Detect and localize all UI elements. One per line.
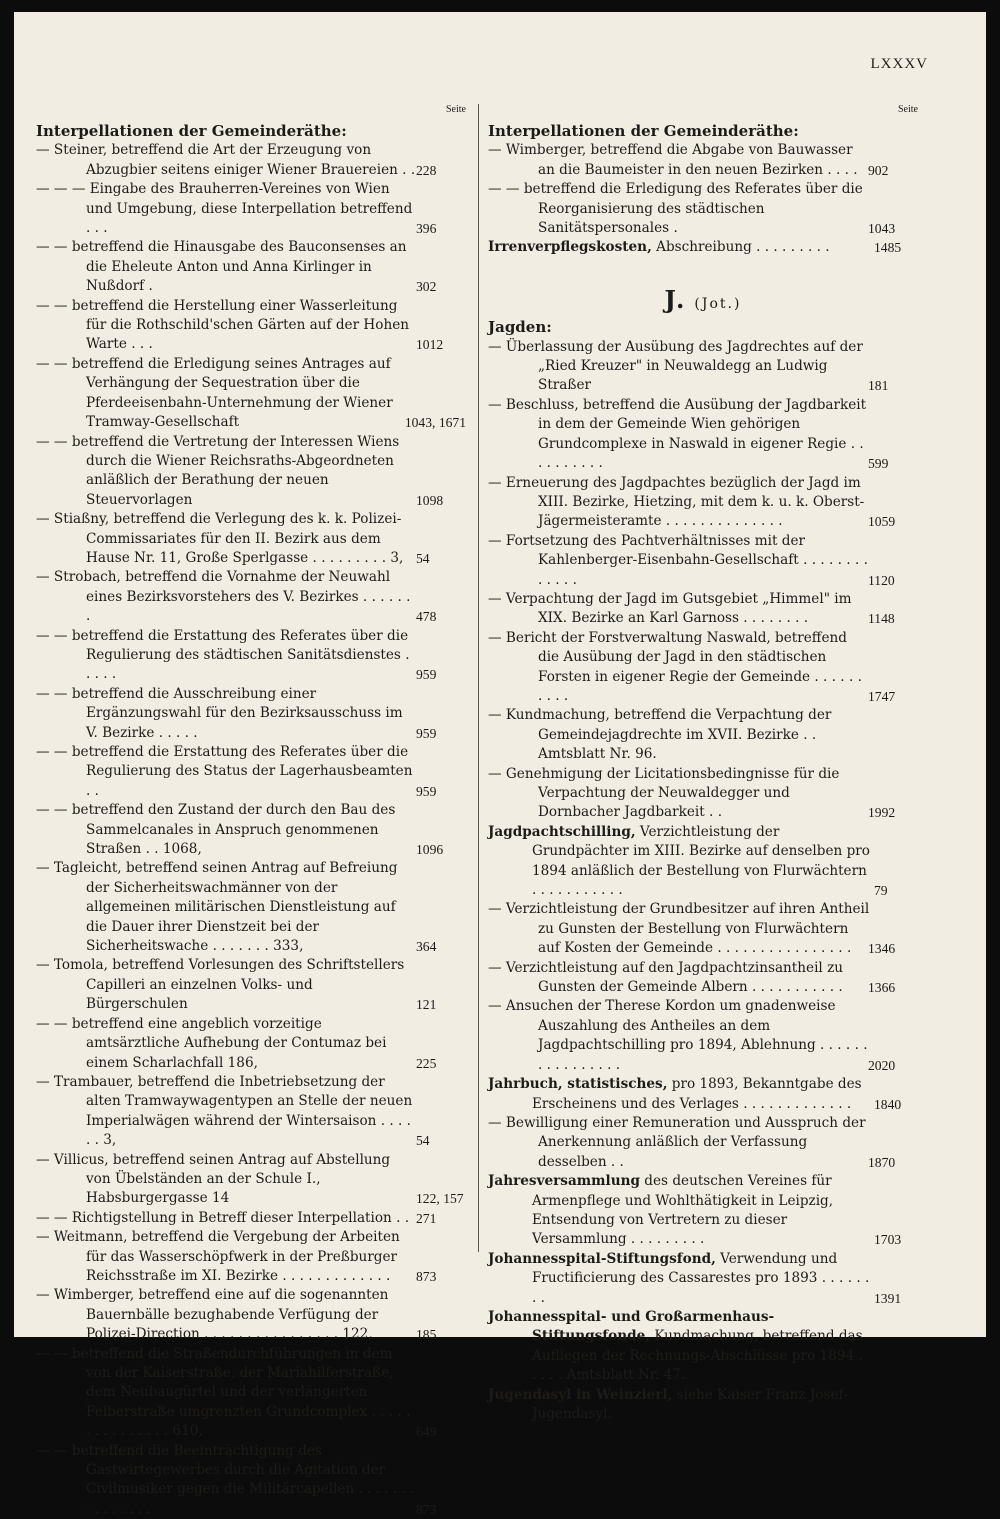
entry-text: — Weitmann, betreffend die Vergebung der Arbeiten für das Wasserschöpfwerk in der Preßburger Reichsstraße im XI. Bezirke . . . . . . . . . . . . . — [36, 1229, 400, 1284]
index-entry: — Verzichtleistung auf den Jagdpachtzinsantheil zu Gunsten der Gemeinde Albern . . . . . . . . . . . 1366 — [488, 959, 896, 996]
column-divider — [478, 104, 479, 1252]
index-entry: Johannesspital-Stiftungsfond, Verwendung und Fructificierung des Cassarestes pro 1893 . . . . . . . . 1391 — [488, 1250, 902, 1306]
index-entry: — — Richtigstellung in Betreff dieser Interpellation . . 271 — [36, 1209, 437, 1226]
index-entry: Irrenverpflegskosten, Abschreibung . . . . . . . . . 1485 — [488, 239, 902, 256]
entry-text: — Erneuerung des Jagdpachtes bezüglich der Jagd im XIII. Bezirke, Hietzing, mit dem k. u. k. Oberst-Jägermeisteramte . . . . . . . . . . . . . . — [488, 474, 865, 530]
index-entry: — — betreffend die Hinausgabe des Bauconsenses an die Eheleute Anton und Anna Kirlinger in Nußdorf . 302 — [36, 239, 437, 295]
index-entry: — Steiner, betreffend die Art der Erzeugung von Abzugbier seitens einiger Wiener Brauereien . . 228 — [36, 142, 437, 178]
seite-label: Seite — [898, 104, 918, 115]
index-entry: — — betreffend die Beeinträchtigung des Gastwirtegewerbes durch die Agitation der Civilmusiker gegen die Militärcapellen . . . . . . . . . . . . . . . 873 — [36, 1442, 437, 1517]
entry-text: — — betreffend die Straßendurchführungen in dem von der Kaiserstraße, der Mariahilferstraße, dem Neubaugürtel und der verlängerten Felberstraße umgrenzten Grundcomplex . . . . . . . . . . . . . . . 610, — [36, 1345, 411, 1440]
entry-text: — Verzichtleistung auf den Jagdpachtzinsantheil zu Gunsten der Gemeinde Albern . . . . . . . . . . . — [488, 959, 844, 996]
index-entry: — — betreffend die Straßendurchführungen in dem von der Kaiserstraße, der Mariahilferstraße, dem Neubaugürtel und der verlängerten Felberstraße umgrenzten Grundcomplex . . . . . . . . . . . . . . . 610, 649 — [36, 1345, 437, 1440]
index-entry: — — betreffend die Erstattung des Referates über die Regulierung des Status der Lagerhausbeamten . . 959 — [36, 744, 437, 799]
entry-text: — Bewilligung einer Remuneration und Ausspruch der Anerkennung anläßlich der Verfassung desselben . . — [488, 1114, 866, 1170]
index-entry: — Erneuerung des Jagdpachtes bezüglich der Jagd im XIII. Bezirke, Hietzing, mit dem k. u. k. Oberst-Jägermeisteramte . . . . . . . . . . . . . . 1059 — [488, 474, 896, 530]
index-entry: Jahrbuch, statistisches, pro 1893, Bekanntgabe des Erscheinens und des Verlages . . . . . . . . . . . . . 1840 — [488, 1076, 902, 1112]
entry-text: — — betreffend die Erledigung seines Antrages auf Verhängung der Sequestration über die Pferdeeisenbahn-Unternehmung der Wiener Tramway-Gesellschaft — [36, 355, 393, 431]
index-entry: — Trambauer, betreffend die Inbetriebsetzung der alten Tramwaywagentypen an Stelle der neuen Imperialwägen während der Wintersaison . . . . . . 3, 54 — [36, 1073, 430, 1149]
entry-text: — Verzichtleistung der Grundbesitzer auf ihren Antheil zu Gunsten der Bestellung von Flurwächtern auf Kosten der Gemeinde . . . . . . . . . . . . . . . . — [488, 901, 870, 957]
entry-text: Verzichtleistung der Grundpächter im XIII. Bezirke auf denselben pro 1894 anläßlich der Bestellung von Flurwächtern . . . . . . . . . . . — [532, 823, 870, 899]
entry-text: — Ansuchen der Therese Kordon um gnadenweise Auszahlung des Antheiles an dem Jagdpachtschilling pro 1894, Ablehnung . . . . . . . . . . . . . . . . — [488, 998, 868, 1073]
index-entry: — Wimberger, betreffend die Abgabe von Bauwasser an die Baumeister in den neuen Bezirken . . . . 902 — [488, 142, 889, 178]
left-column — [36, 100, 466, 1519]
entry-term: Jahresversammlung — [488, 1173, 640, 1190]
index-entry — [36, 355, 466, 433]
seite-label: Seite — [446, 104, 466, 115]
index-entry: — Villicus, betreffend seinen Antrag auf Abstellung von Übelständen an der Schule I., Habsburgergasse 14 122, 157 — [36, 1151, 464, 1207]
entry-text: Abschreibung . . . . . . . . . — [656, 239, 830, 256]
entry-text: — — betreffend die Vertretung der Interessen Wiens durch die Wiener Reichsraths-Abgeordneten anläßlich der Berathung der neuen Steuervorlagen — [36, 433, 400, 508]
index-entry: — Tomola, betreffend Vorlesungen des Schriftstellers Capilleri an einzelnen Volks- und Bürgerschulen 121 — [36, 957, 437, 1013]
entry-term: Jugendasyl in Weinzierl, — [488, 1386, 673, 1403]
section-heading: Interpellationen der Gemeinderäthe: — [488, 122, 799, 140]
index-entry: — — — Eingabe des Brauherren-Vereines von Wien und Umgebung, diese Interpellation betreffend . . . 396 — [36, 181, 437, 237]
entry-text: — — betreffend die Hinausgabe des Bauconsenses an die Eheleute Anton und Anna Kirlinger in Nußdorf . — [36, 239, 407, 295]
entry-text: pro 1893, Bekanntgabe des Erscheinens und des Verlages . . . . . . . . . . . . . — [532, 1076, 862, 1112]
letter-heading — [488, 284, 918, 314]
entry-term: Johannesspital- und Großarmenhaus-Stiftungsfonde, — [488, 1308, 775, 1345]
entry-text: — Tomola, betreffend Vorlesungen des Schriftstellers Capilleri an einzelnen Volks- und Bürgerschulen — [36, 957, 405, 1013]
index-entry — [488, 1308, 918, 1386]
section-heading: Interpellationen der Gemeinderäthe: — [36, 122, 347, 140]
right-entry-list — [488, 141, 918, 238]
entry-text: — — betreffend die Erstattung des Referates über die Regulierung des städtischen Sanitätsdienstes . . . . . — [36, 627, 410, 683]
index-entry — [488, 706, 918, 764]
index-entry: — Fortsetzung des Pachtverhältnisses mit der Kahlenberger-Eisenbahn-Gesellschaft . . . . . . . . . . . . . 1120 — [488, 532, 895, 588]
entry-text: — — betreffend die Beeinträchtigung des Gastwirtegewerbes durch die Agitation der Civilmusiker gegen die Militärcapellen . . . . . . . . . . . . . . . — [36, 1442, 415, 1517]
index-entry: Jahresversammlung des deutschen Vereines für Armenpflege und Wohlthätigkeit in Leipzig, Entsendung von Vertretern zu dieser Versammlung . . . . . . . . . 1703 — [488, 1173, 902, 1248]
entry-text: — Strobach, betreffend die Vornahme der Neuwahl eines Bezirksvorstehers des V. Bezirkes . . . . . . . — [36, 569, 411, 625]
index-entry: — Bewilligung einer Remuneration und Ausspruch der Anerkennung anläßlich der Verfassung desselben . . 1870 — [488, 1114, 896, 1170]
entry-text: — Verpachtung der Jagd im Gutsgebiet „Himmel" im XIX. Bezirke an Karl Garnoss . . . . . . . . — [488, 590, 852, 627]
index-entry: — Wimberger, betreffend eine auf die sogenannten Bauernbälle bezughabende Verfügung der Polizei-Direction . . . . . . . . . . . . . . . . 122, 185 — [36, 1287, 437, 1343]
entry-text: — Bericht der Forstverwaltung Naswald, betreffend die Ausübung der Jagd in den städtischen Forsten in eigener Regie der Gemeinde . . . . . . . . . . — [488, 629, 862, 704]
index-entry: — Genehmigung der Licitationsbedingnisse für die Verpachtung der Neuwaldegger und Dornbacher Jagdbarkeit . . 1992 — [488, 765, 896, 821]
jagden-heading: Jagden: — [488, 318, 552, 337]
entry-text: — Kundmachung, betreffend die Verpachtung der Gemeindejagdrechte im XVII. Bezirke . . Amtsblatt Nr. 96. — [488, 707, 832, 763]
entry-text: Kundmachung, betreffend das Aufliegen der Rechnungs-Abschlüsse pro 1894 . . . . . Amtsblatt Nr. 47. — [532, 1328, 863, 1384]
index-entry: — — betreffend die Vertretung der Interessen Wiens durch die Wiener Reichsraths-Abgeordneten anläßlich der Berathung der neuen Steuervorlagen 1098 — [36, 433, 444, 508]
entry-text: — Wimberger, betreffend die Abgabe von Bauwasser an die Baumeister in den neuen Bezirken . . . . — [488, 142, 858, 178]
entry-term: Jahrbuch, statistisches, — [488, 1076, 668, 1093]
index-entry: — — betreffend den Zustand der durch den Bau des Sammelcanales in Anspruch genommenen Straßen . . 1068, 1096 — [36, 802, 444, 858]
index-entry: — Beschluss, betreffend die Ausübung der Jagdbarkeit in dem der Gemeinde Wien gehörigen Grundcomplexe in Naswald in eigener Regie . . . . . . . . . . 599 — [488, 396, 889, 472]
index-entry: — Tagleicht, betreffend seinen Antrag auf Befreiung der Sicherheitswachmänner von der allgemeinen militärischen Dienstleistung auf die Dauer ihrer Dienstzeit bei der Sicherheitswache . . . . . . . 333, 364 — [36, 860, 437, 955]
index-entry: — — betreffend die Herstellung einer Wasserleitung für die Rothschild'schen Gärten auf der Hohen Warte . . . 1012 — [36, 297, 444, 353]
entry-text: — Stiaßny, betreffend die Verlegung des k. k. Polizei-Commissariates für den II. Bezirk aus dem Hause Nr. 11, Große Sperlgasse . . . . . . . . . 3, — [36, 511, 404, 566]
entry-text: — — betreffend den Zustand der durch den Bau des Sammelcanales in Anspruch genommenen Straßen . . 1068, — [36, 802, 396, 858]
entry-text: des deutschen Vereines für Armenpflege und Wohlthätigkeit in Leipzig, Entsendung von Vertretern zu dieser Versammlung . . . . . . . . . — [532, 1173, 834, 1248]
entry-term: Johannesspital-Stiftungsfond, — [488, 1250, 716, 1267]
entry-term: Jagdpachtschilling, — [488, 823, 636, 840]
index-entry: — — betreffend die Erstattung des Referates über die Regulierung des städtischen Sanitätsdienstes . . . . . 959 — [36, 627, 437, 683]
document-page — [14, 12, 986, 1517]
index-entry: — Strobach, betreffend die Vornahme der Neuwahl eines Bezirksvorstehers des V. Bezirkes . . . . . . . 478 — [36, 569, 437, 625]
index-entry: — — betreffend eine angeblich vorzeitige amtsärztliche Aufhebung der Contumaz bei einem Scharlachfall 186, 225 — [36, 1015, 437, 1071]
entry-text: — Beschluss, betreffend die Ausübung der Jagdbarkeit in dem der Gemeinde Wien gehörigen Grundcomplexe in Naswald in eigener Regie . . . . . . . . . . — [488, 396, 867, 472]
entry-text: — — Richtigstellung in Betreff dieser Interpellation . . — [36, 1209, 410, 1226]
entry-text: — — betreffend die Herstellung einer Wasserleitung für die Rothschild'schen Gärten auf der Hohen Warte . . . — [36, 297, 410, 353]
index-entry: — — betreffend die Erledigung des Referates über die Reorganisierung des städtischen Sanitätspersonales . 1043 — [488, 181, 896, 237]
right-column — [488, 100, 918, 1424]
entry-text: — — betreffend die Erledigung des Referates über die Reorganisierung des städtischen Sanitätspersonales . — [488, 181, 863, 237]
entry-text: Verwendung und Fructificierung des Cassarestes pro 1893 . . . . . . . . — [532, 1250, 870, 1306]
index-entry: — — betreffend die Ausschreibung einer Ergänzungswahl für den Bezirksausschuss im V. Bezirke . . . . . 959 — [36, 685, 437, 741]
page-number: LXXXV — [870, 56, 928, 72]
entry-text: — Villicus, betreffend seinen Antrag auf Abstellung von Übelständen an der Schule I., Habsburgergasse 14 — [36, 1151, 391, 1207]
entry-text: — Trambauer, betreffend die Inbetriebsetzung der alten Tramwaywagentypen an Stelle der neuen Imperialwägen während der Wintersaison . . . . . . 3, — [36, 1073, 413, 1149]
entry-text: — Tagleicht, betreffend seinen Antrag auf Befreiung der Sicherheitswachmänner von der allgemeinen militärischen Dienstleistung auf die Dauer ihrer Dienstzeit bei der Sicherheitswache . . . . . . . 333, — [36, 860, 398, 955]
index-entry: — Weitmann, betreffend die Vergebung der Arbeiten für das Wasserschöpfwerk in der Preßburger Reichsstraße im XI. Bezirke . . . . . . . . . . . . . 873 — [36, 1229, 437, 1284]
index-entry: — Bericht der Forstverwaltung Naswald, betreffend die Ausübung der Jagd in den städtischen Forsten in eigener Regie der Gemeinde . . . . . . . . . . 1747 — [488, 629, 896, 704]
entry-text: — Fortsetzung des Pachtverhältnisses mit der Kahlenberger-Eisenbahn-Gesellschaft . . . . . . . . . . . . . — [488, 532, 868, 588]
main-entry-list — [488, 823, 918, 1425]
entry-text: — — — Eingabe des Brauherren-Vereines von Wien und Umgebung, diese Interpellation betreffend . . . — [36, 181, 413, 237]
letter: J. — [664, 284, 687, 314]
index-entry — [488, 1386, 918, 1425]
entry-text: — Genehmigung der Licitationsbedingnisse für die Verpachtung der Neuwaldegger und Dornbacher Jagdbarkeit . . — [488, 765, 840, 821]
index-entry: — Verzichtleistung der Grundbesitzer auf ihren Antheil zu Gunsten der Bestellung von Flurwächtern auf Kosten der Gemeinde . . . . . . . . . . . . . . . . 1346 — [488, 901, 896, 957]
index-entry: — Ansuchen der Therese Kordon um gnadenweise Auszahlung des Antheiles an dem Jagdpachtschilling pro 1894, Ablehnung . . . . . . . . . . . . . . . . 2020 — [488, 998, 896, 1073]
entry-page: 1043, 1671 — [404, 415, 466, 431]
index-entry: — Stiaßny, betreffend die Verlegung des k. k. Polizei-Commissariates für den II. Bezirk aus dem Hause Nr. 11, Große Sperlgasse . . . . . . . . . 3, 54 — [36, 511, 430, 566]
jagden-entry-list — [488, 338, 918, 823]
entry-text: — — betreffend eine angeblich vorzeitige amtsärztliche Aufhebung der Contumaz bei einem Scharlachfall 186, — [36, 1015, 387, 1071]
entry-text: — — betreffend die Erstattung des Referates über die Regulierung des Status der Lagerhausbeamten . . — [36, 744, 413, 799]
entry-text: siehe Kaiser Franz Josef-Jugendasyl. — [532, 1386, 848, 1422]
entry-text: — Wimberger, betreffend eine auf die sogenannten Bauernbälle bezughabende Verfügung der Polizei-Direction . . . . . . . . . . . . . . . . 122, — [36, 1287, 389, 1343]
entry-term: Irrenverpflegskosten, — [488, 239, 652, 256]
index-entry: — Verpachtung der Jagd im Gutsgebiet „Himmel" im XIX. Bezirke an Karl Garnoss . . . . . . . . 1148 — [488, 590, 895, 627]
index-entry: — Überlassung der Ausübung des Jagdrechtes auf der „Ried Kreuzer" in Neuwaldegg an Ludwig Straßer 181 — [488, 338, 889, 394]
left-entry-list — [36, 141, 466, 1519]
index-entry: Jagdpachtschilling, Verzichtleistung der Grundpächter im XIII. Bezirke auf denselben pro 1894 anläßlich der Bestellung von Flurwächtern . . . . . . . . . . . 79 — [488, 823, 888, 899]
entry-text: — Steiner, betreffend die Art der Erzeugung von Abzugbier seitens einiger Wiener Brauereien . . — [36, 142, 416, 178]
letter-note: (Jot.) — [694, 295, 742, 312]
entry-text: — — betreffend die Ausschreibung einer Ergänzungswahl für den Bezirksausschuss im V. Bezirke . . . . . — [36, 685, 403, 741]
entry-text: — Überlassung der Ausübung des Jagdrechtes auf der „Ried Kreuzer" in Neuwaldegg an Ludwig Straßer — [488, 338, 863, 394]
